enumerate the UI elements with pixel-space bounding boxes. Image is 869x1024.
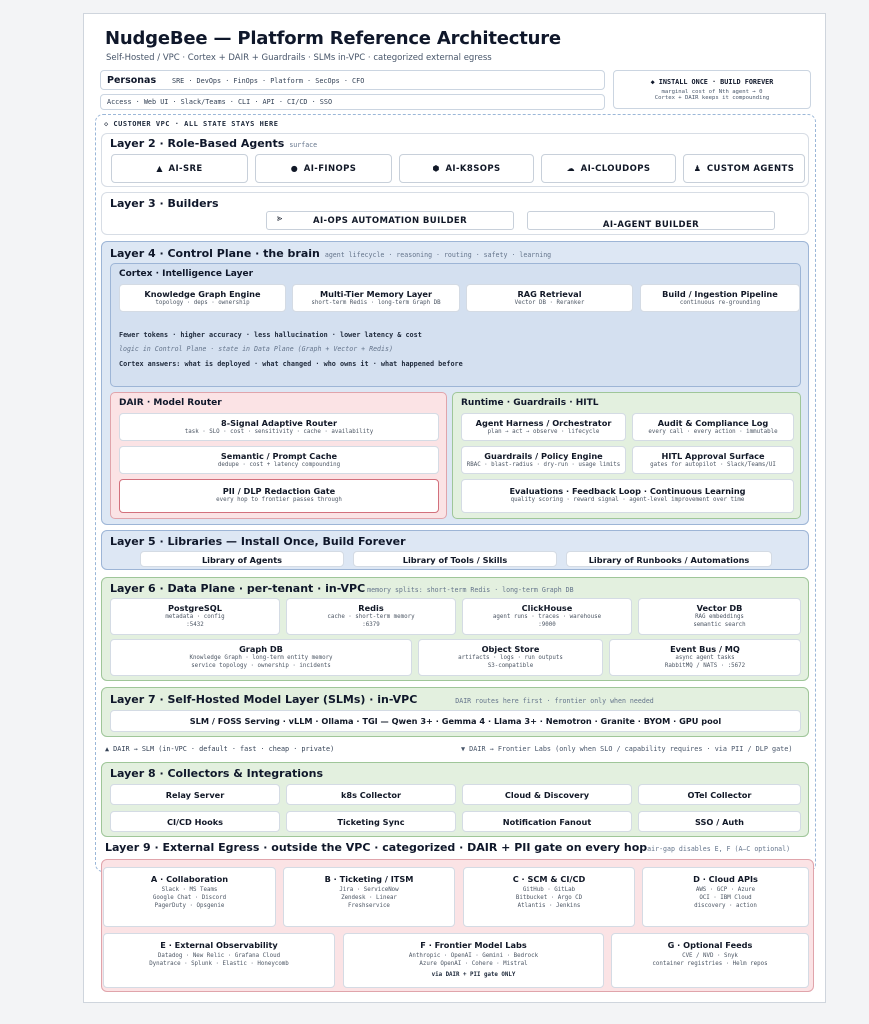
agent-harness[interactable]: Agent Harness / Orchestrator plan → act → observe · lifecycle (461, 413, 626, 441)
personas-bar (100, 70, 605, 90)
cortex-panel (110, 263, 801, 387)
relay-server[interactable] (110, 784, 280, 805)
runtime-panel (452, 392, 801, 519)
ticketing-sync[interactable] (286, 811, 456, 832)
cortex-line-1: Fewer tokens · higher accuracy · less hallucination · lower latency & cost (119, 331, 422, 339)
eight-signal-router[interactable]: 8-Signal Adaptive Router task · SLO · cost · sensitivity · cache · availability (119, 413, 439, 441)
library-of-agents[interactable]: Library of Agents (140, 551, 344, 567)
egress-ticketing[interactable]: B · Ticketing / ITSM Jira · ServiceNow Zendesk · Linear Freshservice (283, 867, 455, 927)
layer-6-data-plane (101, 577, 809, 681)
clickhouse[interactable]: ClickHouse agent runs · traces · warehouse :9000 (462, 598, 632, 635)
layer-2-role-agents (101, 133, 809, 187)
route-to-frontier: ▼ DAIR → Frontier Labs (only when SLO / capability requires · via PII / DLP gate) (461, 745, 793, 753)
agent-ai-finops[interactable]: ● AI-FINOPS (255, 154, 392, 183)
guardrails-policy-engine[interactable]: Guardrails / Policy Engine RBAC · blast-radius · dry-run · usage limits (461, 446, 626, 474)
egress-optional-feeds[interactable]: G · Optional Feeds CVE / NVD · Snyk container registries · Helm repos (611, 933, 809, 988)
library-of-tools[interactable]: Library of Tools / Skills (353, 551, 557, 567)
access-bar (100, 94, 605, 110)
layer-9-title: Layer 9 · External Egress · outside the VPC · categorized · DAIR + PII gate on every hopair-gap disables E, F (A–C optional) (105, 841, 791, 854)
layer-7-title: Layer 7 · Self-Hosted Model Layer (SLMs) · in-VPC DAIR routes here first · frontier only when needed (110, 693, 654, 706)
graph-db[interactable]: Graph DB Knowledge Graph · long-term entity memory service topology · ownership · incidents (110, 639, 412, 676)
otel-collector[interactable] (638, 784, 801, 805)
layer-4-control-plane (101, 241, 809, 525)
vpc-label: ◇ CUSTOMER VPC · ALL STATE STAYS HERE (104, 120, 279, 128)
layer-3-title: Layer 3 · Builders (110, 197, 219, 210)
access-list: Access · Web UI · Slack/Teams · CLI · API · CI/CD · SSO (107, 98, 333, 106)
dair-panel (110, 392, 447, 519)
k8s-collector[interactable] (286, 784, 456, 805)
hitl-approval-surface[interactable]: HITL Approval Surface gates for autopilot · Slack/Teams/UI (632, 446, 794, 474)
library-of-runbooks[interactable]: Library of Runbooks / Automations (566, 551, 772, 567)
egress-cloud-apis[interactable]: D · Cloud APIs AWS · GCP · Azure OCI · IBM Cloud discovery · action (642, 867, 809, 927)
egress-scm-cicd[interactable]: C · SCM & CI/CD GitHub · GitLab Bitbucket · Argo CD Atlantis · Jenkins (463, 867, 635, 927)
personas-list: SRE · DevOps · FinOps · Platform · SecOps · CFO (172, 77, 365, 85)
route-to-slm: ▲ DAIR → SLM (in-VPC · default · fast · cheap · private) (105, 745, 335, 753)
layer-2-title: Layer 2 · Role-Based Agents surface (110, 137, 318, 150)
semantic-prompt-cache[interactable]: Semantic / Prompt Cache dedupe · cost + latency compounding (119, 446, 439, 474)
architecture-card (83, 13, 826, 1003)
dair-title: DAIR · Model Router (119, 398, 222, 408)
agent-ai-sre[interactable]: ▲ AI-SRE (111, 154, 248, 183)
collector-label: CI/CD Hooks (166, 817, 224, 827)
layer-6-title: Layer 6 · Data Plane · per-tenant · in-VPC memory splits: short-term Redis · long-term Graph DB (110, 582, 574, 595)
bell-icon: ▲ (156, 164, 163, 173)
sso-auth[interactable] (638, 811, 801, 832)
collector-label: SSO / Auth (695, 817, 744, 827)
vector-db[interactable]: Vector DB RAG embeddings semantic search (638, 598, 801, 635)
agent-ai-k8sops[interactable]: ⬢ AI-K8SOPS (399, 154, 534, 183)
layer-8-collectors (101, 762, 809, 837)
ai-agent-builder[interactable]: AI-AGENT BUILDER (527, 211, 775, 230)
install-once-line2: Cortex + DAIR keeps it compounding (654, 95, 770, 101)
install-once-title: ◆ INSTALL ONCE · BUILD FOREVER (650, 78, 774, 86)
notification-fanout[interactable] (462, 811, 632, 832)
layer-9-external-egress (101, 859, 814, 992)
page-title: NudgeBee — Platform Reference Architecture (105, 28, 561, 49)
layer-4-title: Layer 4 · Control Plane · the brain agent lifecycle · reasoning · routing · safety · learning (110, 247, 552, 260)
page-subtitle: Self-Hosted / VPC · Cortex + DAIR + Guardrails · SLMs in-VPC · categorized external egress (106, 53, 492, 63)
collector-label: Relay Server (165, 790, 225, 800)
pii-dlp-redaction-gate[interactable]: PII / DLP Redaction Gate every hop to frontier passes through (119, 479, 439, 513)
user-icon: ♟ (693, 164, 701, 173)
cortex-line-2: logic in Control Plane · state in Data Plane (Graph + Vector + Redis) (119, 345, 393, 353)
hexagon-icon: ⬢ (432, 164, 440, 173)
egress-collaboration[interactable]: A · Collaboration Slack · MS Teams Google Chat · Discord PagerDuty · Opsgenie (103, 867, 276, 927)
cicd-hooks[interactable] (110, 811, 280, 832)
collector-label: Ticketing Sync (337, 817, 405, 827)
layer-5-libraries (101, 530, 809, 570)
postgresql[interactable]: PostgreSQL metadata · config :5432 (110, 598, 280, 635)
egress-frontier-model-labs[interactable]: F · Frontier Model Labs Anthropic · OpenAI · Gemini · Bedrock Azure OpenAI · Cohere · Mistral via DAIR + PII gate ONLY (343, 933, 604, 988)
cloud-icon: ☁ (566, 164, 575, 173)
multi-tier-memory-layer[interactable]: Multi-Tier Memory Layer short-term Redis · long-term Graph DB (292, 284, 460, 312)
rag-retrieval[interactable]: RAG Retrieval Vector DB · Reranker (466, 284, 633, 312)
cloud-discovery[interactable] (462, 784, 632, 805)
audit-compliance-log[interactable]: Audit & Compliance Log every call · every action · immutable (632, 413, 794, 441)
collector-label: Notification Fanout (502, 817, 592, 827)
cortex-line-3: Cortex answers: what is deployed · what changed · who owns it · what happened before (119, 360, 463, 368)
workflow-icon: ⪢ (277, 214, 283, 224)
collector-label: Cloud & Discovery (504, 790, 590, 800)
slm-serving[interactable]: SLM / FOSS Serving · vLLM · Ollama · TGI — Qwen 3+ · Gemma 4 · Llama 3+ · Nemotron · Granite · BYOM · GPU pool (110, 710, 801, 732)
object-store[interactable]: Object Store artifacts · logs · run outputs S3-compatible (418, 639, 603, 676)
collector-label: k8s Collector (340, 790, 402, 800)
cortex-title: Cortex · Intelligence Layer (119, 269, 254, 279)
redis[interactable]: Redis cache · short-term memory :6379 (286, 598, 456, 635)
layer-8-title: Layer 8 · Collectors & Integrations (110, 767, 323, 780)
agent-custom[interactable]: ♟ CUSTOM AGENTS (683, 154, 805, 183)
install-once-box (613, 70, 811, 109)
personas-label: Personas (107, 75, 157, 86)
layer-7-slm (101, 687, 809, 737)
layer-3-builders (101, 192, 809, 235)
install-once-line1: marginal cost of Nth agent → 0 (661, 89, 763, 95)
evaluations-feedback-loop[interactable]: Evaluations · Feedback Loop · Continuous Learning quality scoring · reward signal · agent-level improvement over time (461, 479, 794, 513)
event-bus[interactable]: Event Bus / MQ async agent tasks RabbitMQ / NATS · :5672 (609, 639, 801, 676)
egress-external-observability[interactable]: E · External Observability Datadog · New Relic · Grafana Cloud Dynatrace · Splunk · Elastic · Honeycomb (103, 933, 335, 988)
agent-ai-cloudops[interactable]: ☁ AI-CLOUDOPS (541, 154, 676, 183)
build-ingestion-pipeline[interactable]: Build / Ingestion Pipeline continuous re-grounding (640, 284, 800, 312)
knowledge-graph-engine[interactable]: Knowledge Graph Engine topology · deps · ownership (119, 284, 286, 312)
runtime-title: Runtime · Guardrails · HITL (461, 398, 599, 408)
collector-label: OTel Collector (687, 790, 752, 800)
ai-ops-automation-builder[interactable]: ⪢ AI-OPS AUTOMATION BUILDER (266, 211, 514, 230)
circle-icon: ● (290, 164, 298, 173)
layer-5-title: Layer 5 · Libraries — Install Once, Build Forever (110, 535, 406, 548)
